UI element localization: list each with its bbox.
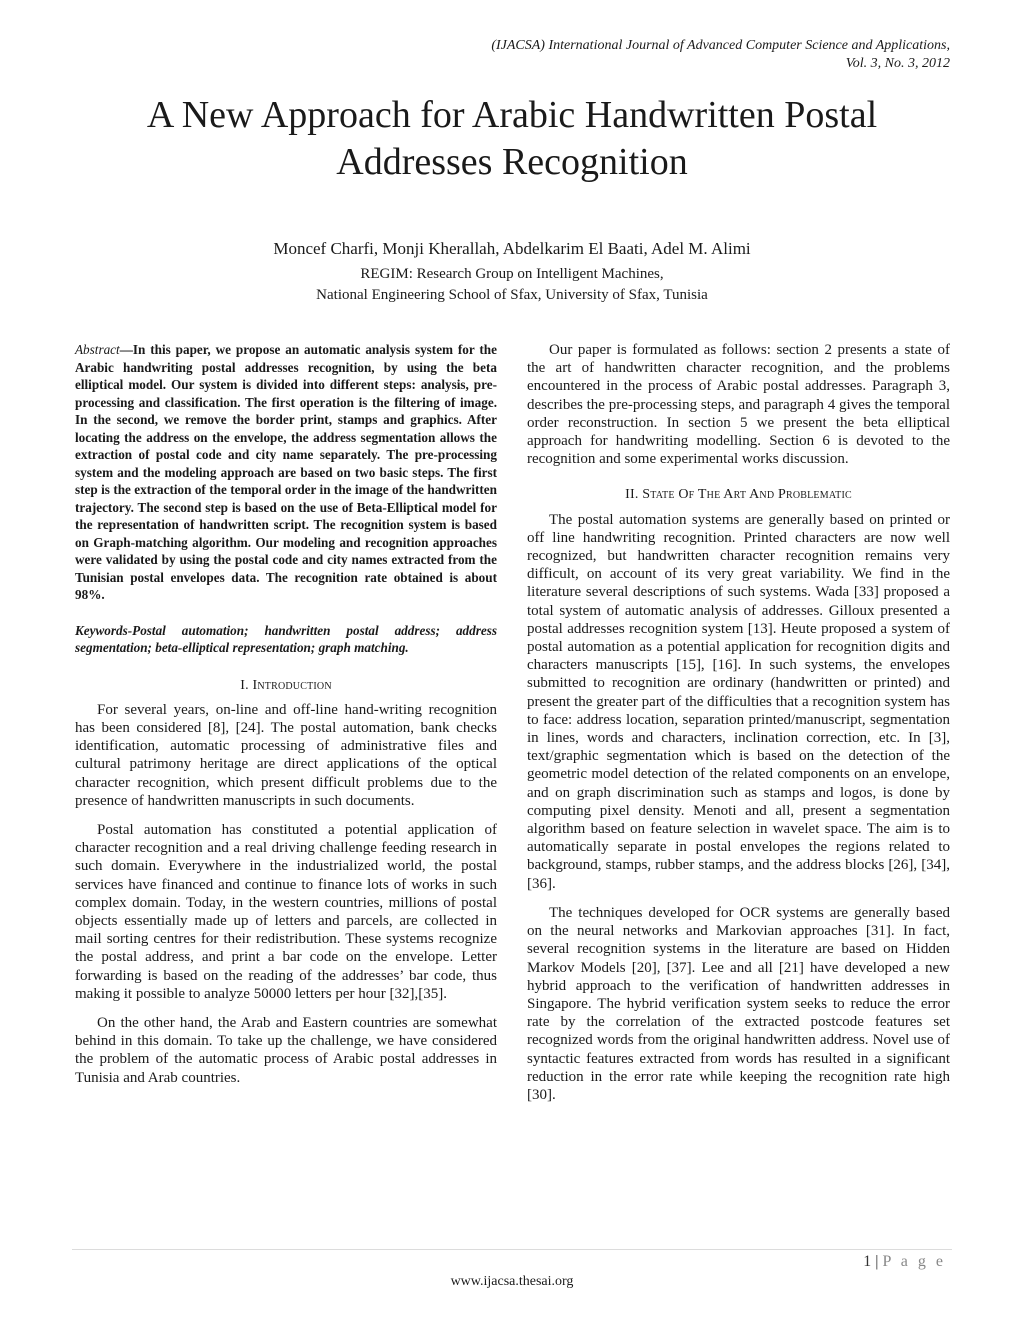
abstract-text: In this paper, we propose an automatic analysis system for the Arabic handwriting postal addresses recognition, by using the beta elliptical model. Our system is divided into different steps: analysis, pre-processing and classification. The first operation is the filtering of image. In the second, we remove the border print, stamps and graphics. After locating the address on the envelope, the address segmentation allows the extraction of postal code and city name separately. The pre-processing system and the modeling approach are based on two basic steps. The first step is the extraction of the temporal order in the image of the handwritten trajectory. The second step is based on the use of Beta-Elliptical model for the representation of handwritten script. The recognition system is based on Graph-matching algorithm. Our modeling and recognition approaches were validated by using the postal code and city names extracted from the Tunisian postal envelopes data. The recognition rate obtained is about 98%. — [75, 342, 497, 602]
paragraph: Our paper is formulated as follows: section 2 presents a state of the art of handwritten character recognition, and the problems encountered in the process of Arabic postal addresses. Paragraph 3, describes the pre-processing steps, and paragraph 4 gives the temporal order reconstruction. In section 5 we present the beta elliptical approach for handwriting modelling. Section 6 is devoted to the recognition and some experimental works discussion. — [527, 342, 950, 468]
footer-divider — [72, 1249, 952, 1250]
section-heading-introduction: I. Introduction — [240, 677, 332, 693]
keywords: Keywords-Postal automation; handwritten postal address; address segmentation; beta-elliptical representation; graph matching. — [75, 622, 497, 655]
author-list: Moncef Charfi, Monji Kherallah, Abdelkarim El Baati, Adel M. Alimi — [273, 239, 751, 258]
abstract — [75, 341, 497, 604]
journal-header — [491, 37, 950, 73]
page-separator: | — [875, 1253, 879, 1270]
affiliation-line-1: REGIM: Research Group on Intelligent Machines, — [360, 266, 664, 282]
left-column — [75, 341, 497, 1087]
paragraph: The techniques developed for OCR systems are generally based on the neural networks and Markovian approaches [31]. In fact, several recognition systems in the literature are based on Hidden Markov Models [20], [37]. Lee and all [21] have developed a new hybrid approach to the verification of handwritten addresses in Singapore. The hybrid verification system seeks to reduce the error rate by the correlation of the extracted postcode features set recognized words from the original handwritten address. Novel use of syntactic features extracted from words has resulted in a significant reduction in the error rate while keeping the recognition rate high [30]. — [527, 904, 950, 1103]
page-number — [863, 1253, 946, 1271]
paragraph: For several years, on-line and off-line hand-writing recognition has been considered [8], [24]. The postal automation, bank checks identification, automatic processing of administrative files and cultural patrimony heritage are direct applications of the optical character recognition, which present difficult problems due to the presence of handwritten manuscripts in such documents. — [75, 701, 497, 809]
title-line-2: Addresses Recognition — [336, 141, 688, 183]
section-heading-state-of-the-art: II. State Of The Art And Problematic — [625, 487, 852, 503]
page-word: P a g e — [882, 1253, 946, 1270]
paragraph: On the other hand, the Arab and Eastern countries are somewhat behind in this domain. To take up the challenge, we have considered the problem of the automatic process of Arabic postal addresses in Tunisia and Arab countries. — [75, 1014, 497, 1086]
journal-name: (IJACSA) International Journal of Advanced Computer Science and Applications, — [491, 38, 950, 53]
paper-title — [0, 92, 1024, 186]
abstract-label: Abstract — [75, 342, 120, 357]
paragraph: The postal automation systems are generally based on printed or off line handwriting recognition. Printed characters are now well recognized, but handwritten character recognition remains very difficult, on account of its very great variability. We find in the literature several descriptions of such systems. Wada [33] proposed a total system of automatic analysis of addresses. Gilloux presented a postal addresses recognition system [13]. Heute proposed a system of postal automation as a potential application for recognition digits and characters manuscripts [15], [16]. In such systems, the envelopes submitted to recognition are ordinary (handwritten or printed) and present the greater part of the difficulties that a recognition system has to face: address location, separation printed/manuscript, segmentation in lines, words and characters, inclination correction, etc. In [3], text/graphic segmentation which is based on the detection of the geometric model detection of the related components on an envelope, and on graph discrimination such as stamps and logos, is done by computing pixel density. Menoti and all, present a segmentation algorithm based on feature selection in wavelet space. The aim is to automatically separate in postal envelopes the regions related to background, stamps, rubber stamps, and the address blocks [26], [34], [36]. — [527, 511, 950, 892]
affiliation-line-2: National Engineering School of Sfax, University of Sfax, Tunisia — [316, 287, 708, 303]
affiliation — [0, 264, 1024, 306]
paragraph: Postal automation has constituted a potential application of character recognition and a real driving challenge feeding research in such domain. Everywhere in the industrialized world, the postal services have financed and continue to finance lots of works in such complex domain. Today, in the western countries, millions of postal objects essentially made up of letters and parcels, are collected in mail sorting centres for their redistribution. These systems recognize the postal address, and print a bar code on the envelope. Letter forwarding is based on the reading of the addresses’ bar code, thus making it possible to analyze 50000 letters per hour [32],[35]. — [75, 821, 497, 1002]
abstract-dash: — — [119, 342, 133, 357]
footer-url: www.ijacsa.thesai.org — [450, 1274, 574, 1289]
page-number-value: 1 — [863, 1253, 872, 1270]
right-column — [527, 341, 950, 1104]
title-line-1: A New Approach for Arabic Handwritten Postal — [146, 94, 878, 136]
journal-volume: Vol. 3, No. 3, 2012 — [845, 56, 950, 71]
